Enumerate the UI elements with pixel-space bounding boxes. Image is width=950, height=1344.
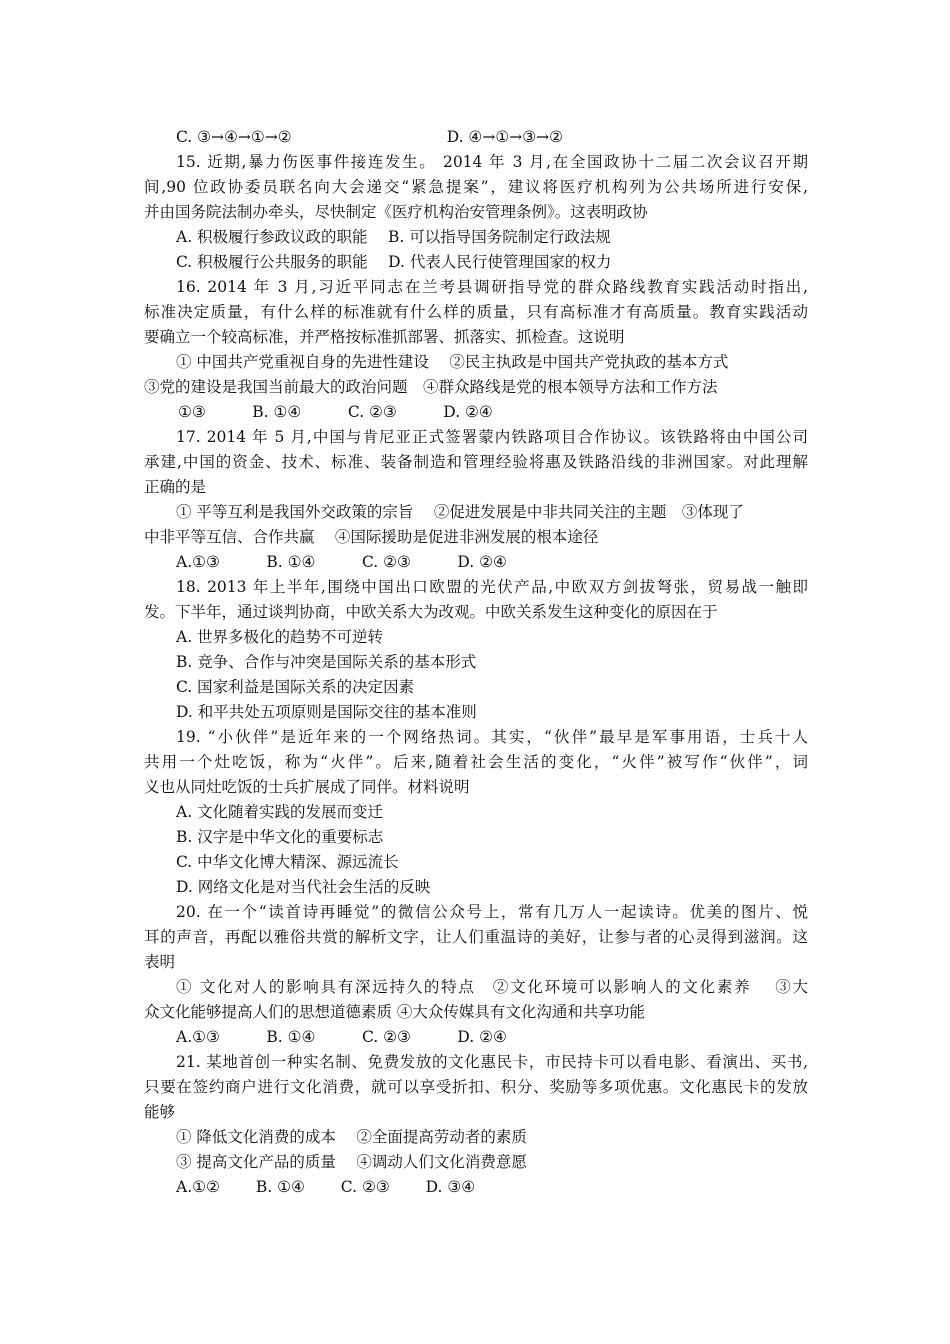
q19-option-d: D. 网络文化是对当代社会生活的反映: [176, 878, 431, 896]
q14-options-cd: C. ③→④→①→② D. ④→①→③→②: [176, 128, 563, 146]
q16-statements-line1: ① 中国共产党重视自身的先进性建设 ②民主执政是中国共产党执政的基本方式: [176, 353, 729, 371]
q19-stem-line3: 义也从同灶吃饭的士兵扩展成了同伴。材料说明: [144, 778, 470, 796]
q16-stem-line3: 要确立一个较高标准，并严格按标准抓部署、抓落实、抓检查。这说明: [144, 328, 625, 346]
q16-stem-line1: 16. 2014 年 3 月,习近平同志在兰考县调研指导党的群众路线教育实践活动时指出,: [176, 278, 808, 296]
q21-stem-line1: 21. 某地首创一种实名制、免费发放的文化惠民卡，市民持卡可以看电影、看演出、买书,: [176, 1053, 808, 1071]
q15-stem-line1: 15. 近期,暴力伤医事件接连发生。 2014 年 3 月,在全国政协十二届二次会议召开期: [176, 153, 808, 171]
q21-statements-line1: ① 降低文化消费的成本 ②全面提高劳动者的素质: [176, 1128, 527, 1146]
q16-statements-line2: ③党的建设是我国当前最大的政治问题 ④群众路线是党的根本领导方法和工作方法: [144, 378, 718, 396]
q18-option-d: D. 和平共处五项原则是国际交往的基本准则: [176, 703, 477, 721]
q20-stem-line1: 20. 在一个“读首诗再睡觉”的微信公众号上，常有几万人一起读诗。优美的图片、悦: [176, 903, 808, 921]
q16-options: ①③ B. ①④ C. ②③ D. ②④: [178, 403, 493, 421]
q17-stem-line2: 承建,中国的资金、技术、标准、装备制造和管理经验将惠及铁路沿线的非洲国家。对此理解: [144, 453, 808, 471]
q17-statements-line1: ① 平等互利是我国外交政策的宗旨 ②促进发展是中非共同关注的主题 ③体现了: [176, 503, 744, 521]
q20-stem-line2: 耳的声音，再配以雅俗共赏的解析文字，让人们重温诗的美好，让参与者的心灵得到滋润。这: [144, 928, 808, 946]
q21-stem-line3: 能够: [144, 1103, 176, 1121]
q18-stem-line1: 18. 2013 年上半年,围绕中国出口欧盟的光伏产品,中欧双方剑拔弩张，贸易战一触即: [176, 578, 808, 596]
q15-stem-line2: 间,90 位政协委员联名向大会递交“紧急提案”，建议将医疗机构列为公共场所进行安保,: [144, 178, 808, 196]
q19-option-c: C. 中华文化博大精深、源远流长: [176, 853, 399, 871]
q18-stem-line2: 发。下半年，通过谈判协商，中欧关系大为改观。中欧关系发生这种变化的原因在于: [144, 603, 718, 621]
q18-option-c: C. 国家利益是国际关系的决定因素: [176, 678, 415, 696]
q17-options: A.①③ B. ①④ C. ②③ D. ②④: [176, 553, 507, 571]
q16-stem-line2: 标准决定质量，有什么样的标准就有什么样的质量，只有高标准才有高质量。教育实践活动: [144, 303, 808, 321]
q19-option-b: B. 汉字是中华文化的重要标志: [176, 828, 384, 846]
q20-options: A.①③ B. ①④ C. ②③ D. ②④: [176, 1028, 507, 1046]
q21-stem-line2: 只要在签约商户进行文化消费，就可以享受折扣、积分、奖励等多项优惠。文化惠民卡的发放: [144, 1078, 808, 1096]
q19-stem-line1: 19. “小伙伴”是近年来的一个网络热词。其实，“伙伴”最早是军事用语，士兵十人: [176, 728, 808, 746]
q19-option-a: A. 文化随着实践的发展而变迁: [176, 803, 384, 821]
q18-option-b: B. 竞争、合作与冲突是国际关系的基本形式: [176, 653, 477, 671]
q21-statements-line2: ③ 提高文化产品的质量 ④调动人们文化消费意愿: [176, 1153, 527, 1171]
q19-stem-line2: 共用一个灶吃饭，称为“火伴”。后来,随着社会生活的变化，“火伴”被写作“伙伴”，词: [144, 753, 808, 771]
q15-options-ab: A. 积极履行参政议政的职能 B. 可以指导国务院制定行政法规: [176, 228, 611, 246]
q20-stem-line3: 表明: [144, 953, 176, 971]
q18-option-a: A. 世界多极化的趋势不可逆转: [176, 628, 384, 646]
q15-stem-line3: 并由国务院法制办牵头，尽快制定《医疗机构治安管理条例》。这表明政协: [144, 203, 648, 221]
q17-stem-line1: 17. 2014 年 5 月,中国与肯尼亚正式签署蒙内铁路项目合作协议。该铁路将由中国公司: [176, 428, 808, 446]
q15-options-cd: C. 积极履行公共服务的职能 D. 代表人民行使管理国家的权力: [176, 253, 612, 271]
q17-statements-line2: 中非平等互信、合作共赢 ④国际援助是促进非洲发展的根本途径: [144, 528, 599, 546]
q17-stem-line3: 正确的是: [144, 478, 207, 496]
q20-statements-line2: 众文化能够提高人们的思想道德素质 ④大众传媒具有文化沟通和共享功能: [144, 1003, 645, 1021]
q20-statements-line1: ① 文化对人的影响具有深远持久的特点 ②文化环境可以影响人的文化素养 ③大: [176, 978, 808, 996]
q21-options: A.①② B. ①④ C. ②③ D. ③④: [176, 1178, 476, 1196]
